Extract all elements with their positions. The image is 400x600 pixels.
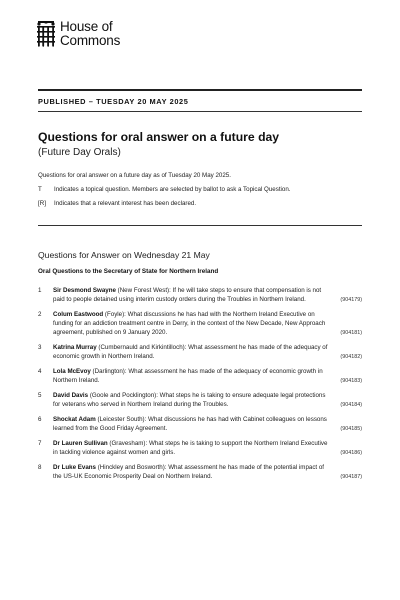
legend-topical [38, 186, 291, 193]
legend-interest [38, 200, 196, 207]
question-reference: (904181) [340, 329, 362, 336]
constituency: (Hinckley and Bosworth): [96, 463, 167, 471]
question-body [53, 440, 331, 458]
question-reference: (904179) [340, 296, 362, 303]
question-reference: (904185) [340, 425, 362, 432]
question-item [38, 416, 362, 434]
question-text: What steps he is taking to support the Northern Ireland Executive in tackling violence against women and girls. [53, 439, 328, 456]
question-text: What steps he is taking to ensure adequate legal protections for veterans who served in Northern Ireland during the Troubles. [53, 391, 326, 408]
constituency: (Gravesham): [107, 439, 148, 447]
question-item [38, 287, 362, 305]
question-item [38, 392, 362, 410]
question-text: What discussions he has had with the Northern Ireland Executive on funding for an addiction treatment centre in Derry, in the context of the New Decade, New Approach agreement, published on 9 January 2020. [53, 311, 326, 336]
legend-text: Indicates a topical question. Members are selected by ballot to ask a Topical Question. [54, 186, 291, 193]
member-name: Shockat Adam [53, 415, 96, 423]
logo-line-1: House of [60, 19, 113, 34]
section-divider [38, 225, 362, 226]
question-body [53, 344, 331, 362]
logo-wordmark [60, 20, 120, 48]
question-reference: (904183) [340, 377, 362, 384]
portcullis-icon [36, 21, 56, 47]
question-text: If he will take steps to ensure that compensation is not paid to people detained using interim custody orders during the Troubles in Northern Ireland. [53, 287, 322, 303]
question-reference: (904187) [340, 473, 362, 480]
question-text: What assessment he has made of the adequacy of economic growth in Northern Ireland. [53, 367, 323, 384]
question-reference: (904184) [340, 401, 362, 408]
constituency: (Cumbernauld and Kirkintilloch): [96, 343, 187, 351]
question-number: 1 [38, 287, 42, 294]
question-number: 3 [38, 343, 42, 351]
question-item [38, 311, 362, 338]
constituency: (Foyle): [103, 311, 126, 318]
questions-list [38, 287, 362, 488]
question-reference: (904186) [340, 449, 362, 456]
question-reference: (904182) [340, 353, 362, 360]
constituency: (Leicester South): [95, 415, 147, 423]
member-name: Katrina Murray [53, 343, 97, 351]
question-body [53, 416, 331, 434]
house-of-commons-logo[interactable] [36, 20, 120, 48]
member-name: Dr Lauren Sullivan [53, 439, 108, 447]
question-number: 5 [38, 391, 42, 399]
member-name: Dr Luke Evans [53, 463, 96, 471]
intro-text: Questions for oral answer on a future day as of Tuesday 20 May 2025. [38, 172, 231, 179]
question-number: 6 [38, 415, 42, 423]
constituency: (Darlington): [90, 367, 127, 375]
legend-text: Indicates that a relevant interest has been declared. [54, 200, 197, 207]
page-title: Questions for oral answer on a future day [38, 130, 280, 144]
question-body [53, 311, 331, 338]
question-body [53, 368, 331, 386]
constituency: (Goole and Pocklington): [88, 391, 158, 399]
question-item [38, 440, 362, 458]
question-text: What discussions he has had with Cabinet colleagues on lessons learned from the Good Friday Agreement. [53, 415, 327, 432]
member-name: David Davis [53, 391, 89, 399]
question-item [38, 464, 362, 482]
logo-line-2: Commons [60, 33, 121, 48]
department-heading: Oral Questions to the Secretary of State for Northern Ireland [38, 268, 219, 275]
member-name: Colum Eastwood [53, 311, 104, 318]
published-date: PUBLISHED – TUESDAY 20 MAY 2025 [38, 97, 189, 106]
member-name: Sir Desmond Swayne [53, 287, 116, 294]
question-item [38, 344, 362, 362]
page-subtitle: (Future Day Orals) [38, 147, 121, 158]
question-number: 4 [38, 367, 42, 375]
published-divider [38, 111, 362, 112]
legend-symbol: [R] [38, 200, 46, 207]
question-number: 2 [38, 311, 42, 318]
question-number: 8 [38, 463, 42, 471]
legend-symbol: T [38, 186, 42, 193]
question-number: 7 [38, 439, 42, 447]
question-text: What assessment he has made of the adequacy of economic growth in Northern Ireland. [53, 343, 328, 360]
question-text: What assessment he has made of the potential impact of the US-UK Economic Prosperity Deal on Northern Ireland. [53, 463, 325, 480]
question-body [53, 464, 331, 482]
question-body [53, 392, 331, 410]
top-divider [38, 89, 362, 91]
constituency: (New Forest West): [115, 287, 171, 294]
member-name: Lola McEvoy [53, 367, 91, 375]
question-body [53, 287, 331, 305]
question-item [38, 368, 362, 386]
section-heading: Questions for Answer on Wednesday 21 May [38, 250, 210, 260]
